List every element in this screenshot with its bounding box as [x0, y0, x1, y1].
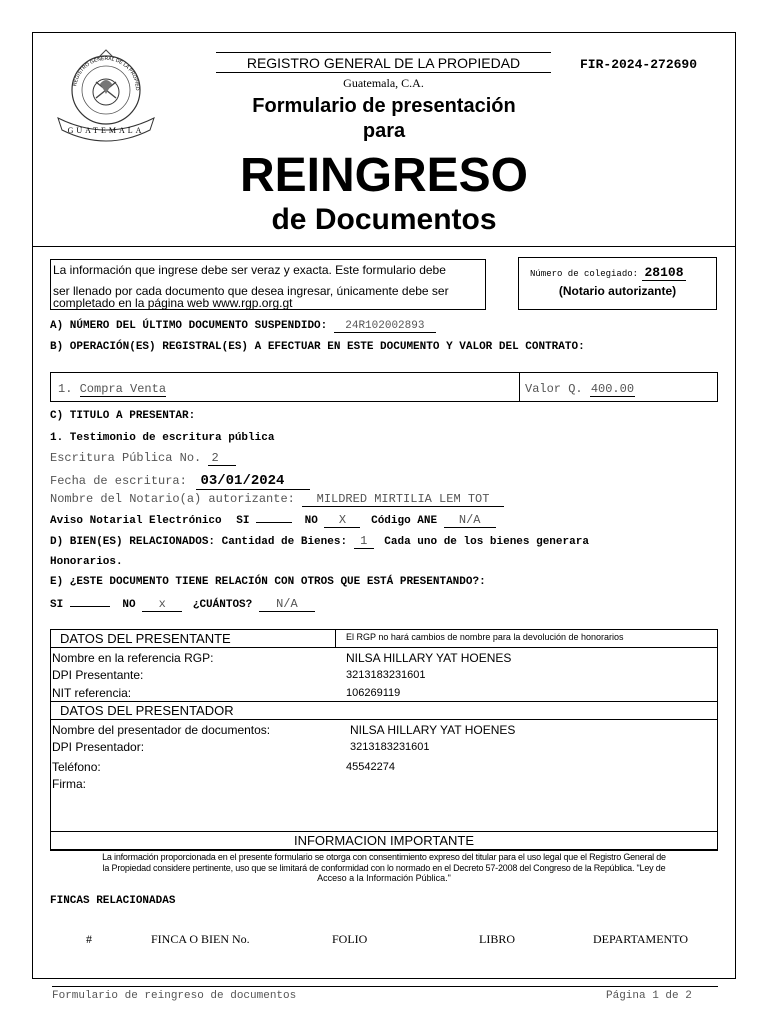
- aviso-no-label: NO: [304, 515, 318, 527]
- guatemala-seal-icon: [52, 42, 160, 146]
- aviso-si-label: SI: [236, 515, 250, 527]
- title-big: REINGRESO: [239, 149, 529, 202]
- footer-right: Página 1 de 2: [606, 990, 692, 1002]
- presentador-row-telefono-label: Teléfono:: [52, 760, 101, 774]
- notice-line3: completado en la página web www.rgp.org.gt: [53, 296, 293, 310]
- info-line1: La información proporcionada en el presente formulario se otorga con consentimiento expreso del titular para el uso legal que el Registro General de: [102, 852, 666, 862]
- presentador-row-dpi-label: DPI Presentador:: [52, 740, 145, 754]
- fincas-col-departamento: DEPARTAMENTO: [593, 932, 688, 946]
- valor-item: [525, 382, 635, 397]
- aviso-label: Aviso Notarial Electrónico: [50, 515, 222, 527]
- escritura-value: 2: [208, 451, 236, 466]
- section-c-subtitle: 1. Testimonio de escritura pública: [50, 432, 275, 444]
- presentador-row-nombre-value: NILSA HILLARY YAT HOENES: [350, 723, 516, 737]
- operation-item: [58, 382, 166, 397]
- section-a-value: 24R102002893: [334, 320, 436, 333]
- header-mid-rule: [216, 72, 551, 73]
- section-e-si-value: [70, 606, 110, 607]
- section-d-label: D) BIEN(ES) RELACIONADOS: Cantidad de Bienes:: [50, 536, 348, 548]
- section-e-no-label: NO: [122, 599, 136, 611]
- valor-label: Valor Q.: [525, 382, 583, 396]
- section-d-line2: Honorarios.: [50, 556, 123, 568]
- info-header: INFORMACION IMPORTANTE: [293, 833, 475, 848]
- title-line1: Formulario de presentación: [252, 95, 516, 117]
- section-b-label: B) OPERACIÓN(ES) REGISTRAL(ES) A EFECTUAR EN ESTE DOCUMENTO Y VALOR DEL CONTRATO:: [50, 341, 585, 353]
- colegiado-value: 28108: [644, 265, 684, 280]
- fecha-label: Fecha de escritura:: [50, 474, 187, 488]
- presentador-top-rule: [50, 701, 718, 702]
- section-a: [50, 320, 436, 333]
- colegiado-row: [530, 263, 686, 281]
- presentante-note: El RGP no hará cambios de nombre para la devolución de honorarios: [346, 632, 624, 642]
- operation-value: Compra Venta: [79, 382, 167, 396]
- notice-line2: ser llenado por cada documento que desea ingresar, únicamente debe ser: [53, 284, 449, 298]
- section-e-row: [50, 597, 315, 612]
- notice-line1: La información que ingrese debe ser veraz y exacta. Este formulario debe: [53, 263, 446, 277]
- fecha-row: [50, 471, 310, 490]
- section-c-label: C) TITULO A PRESENTAR:: [50, 410, 196, 422]
- section-e-si-label: SI: [50, 599, 64, 611]
- presentante-row-dpi-value: 3213183231601: [346, 669, 426, 681]
- presentador-row-telefono-value: 45542274: [346, 761, 395, 773]
- section-d-suffix: Cada uno de los bienes generara: [384, 536, 589, 548]
- info-header-rule: [50, 849, 718, 850]
- svg-text:REGISTRO GENERAL DE LA PROPIED: REGISTRO GENERAL DE LA PROPIED: [72, 55, 141, 91]
- colegiado-label: Número de colegiado:: [530, 269, 639, 279]
- fincas-title: FINCAS RELACIONADAS: [50, 895, 176, 907]
- fincas-col-folio: FOLIO: [332, 932, 368, 946]
- notario-value: MILDRED MIRTILIA LEM TOT: [302, 492, 504, 507]
- section-d-cantidad: 1: [354, 534, 374, 549]
- header-divider: [32, 246, 736, 247]
- info-line3: Acceso a la Información Pública.": [317, 873, 451, 883]
- operation-number: 1.: [58, 382, 73, 396]
- presentador-row-nombre-label: Nombre del presentador de documentos:: [52, 723, 271, 737]
- valor-value: 400.00: [590, 382, 635, 396]
- location-text: Guatemala, C.A.: [343, 76, 424, 90]
- codigo-label: Código ANE: [371, 515, 438, 527]
- presentante-row-nombre-label: Nombre en la referencia RGP:: [52, 651, 214, 665]
- section-e-no-value: x: [142, 597, 182, 612]
- presentador-header: DATOS DEL PRESENTADOR: [60, 703, 234, 718]
- aviso-si-value: [256, 522, 292, 523]
- footer-left: Formulario de reingreso de documentos: [52, 990, 297, 1002]
- presentante-header-divider: [335, 629, 336, 647]
- presentador-row-dpi-value: 3213183231601: [350, 741, 430, 753]
- presentante-row-nit-value: 106269119: [346, 687, 401, 699]
- presentante-header-rule: [50, 647, 718, 648]
- form-id: FIR-2024-272690: [580, 57, 698, 72]
- fincas-col-libro: LIBRO: [479, 932, 515, 946]
- fecha-value: 03/01/2024: [196, 473, 310, 490]
- title-sub: de Documentos: [271, 203, 497, 236]
- svg-text:GUATEMALA: GUATEMALA: [67, 126, 145, 135]
- info-top-rule: [50, 831, 718, 832]
- fincas-col-finca: FINCA O BIEN No.: [151, 932, 250, 946]
- cuantos-label: ¿CUÁNTOS?: [192, 599, 253, 611]
- presentante-row-nombre-value: NILSA HILLARY YAT HOENES: [346, 651, 512, 665]
- section-d-row: [50, 534, 589, 549]
- presentante-row-nit-label: NIT referencia:: [52, 686, 132, 700]
- title-line2: para: [362, 120, 406, 142]
- colegiado-caption: (Notario autorizante): [558, 284, 677, 298]
- presentador-row-firma-label: Firma:: [52, 777, 86, 791]
- aviso-no-value: X: [324, 513, 360, 528]
- presentador-header-rule: [50, 719, 718, 720]
- aviso-row: [50, 513, 496, 528]
- fincas-col-number: #: [86, 932, 92, 946]
- section-e-label: E) ¿ESTE DOCUMENTO TIENE RELACIÓN CON OTROS QUE ESTÁ PRESENTANDO?:: [50, 576, 486, 588]
- operation-divider: [519, 372, 520, 402]
- escritura-label: Escritura Pública No.: [50, 451, 202, 465]
- presentante-header: DATOS DEL PRESENTANTE: [60, 631, 231, 646]
- section-a-label: A) NÚMERO DEL ÚLTIMO DOCUMENTO SUSPENDIDO:: [50, 320, 328, 332]
- presentante-row-dpi-label: DPI Presentante:: [52, 668, 144, 682]
- info-line2: la Propiedad considere pertinente, uso que se limitará de conformidad con lo normado en el Decreto 57-2008 del Congreso de la República. "Ley de: [102, 863, 666, 873]
- footer-rule: [52, 986, 718, 987]
- cuantos-value: N/A: [259, 597, 315, 612]
- registry-name: REGISTRO GENERAL DE LA PROPIEDAD: [246, 55, 521, 71]
- escritura-row: [50, 451, 236, 466]
- notario-row: [50, 492, 504, 507]
- notario-label: Nombre del Notario(a) autorizante:: [50, 492, 295, 506]
- header-top-rule: [216, 52, 551, 53]
- codigo-value: N/A: [444, 513, 496, 528]
